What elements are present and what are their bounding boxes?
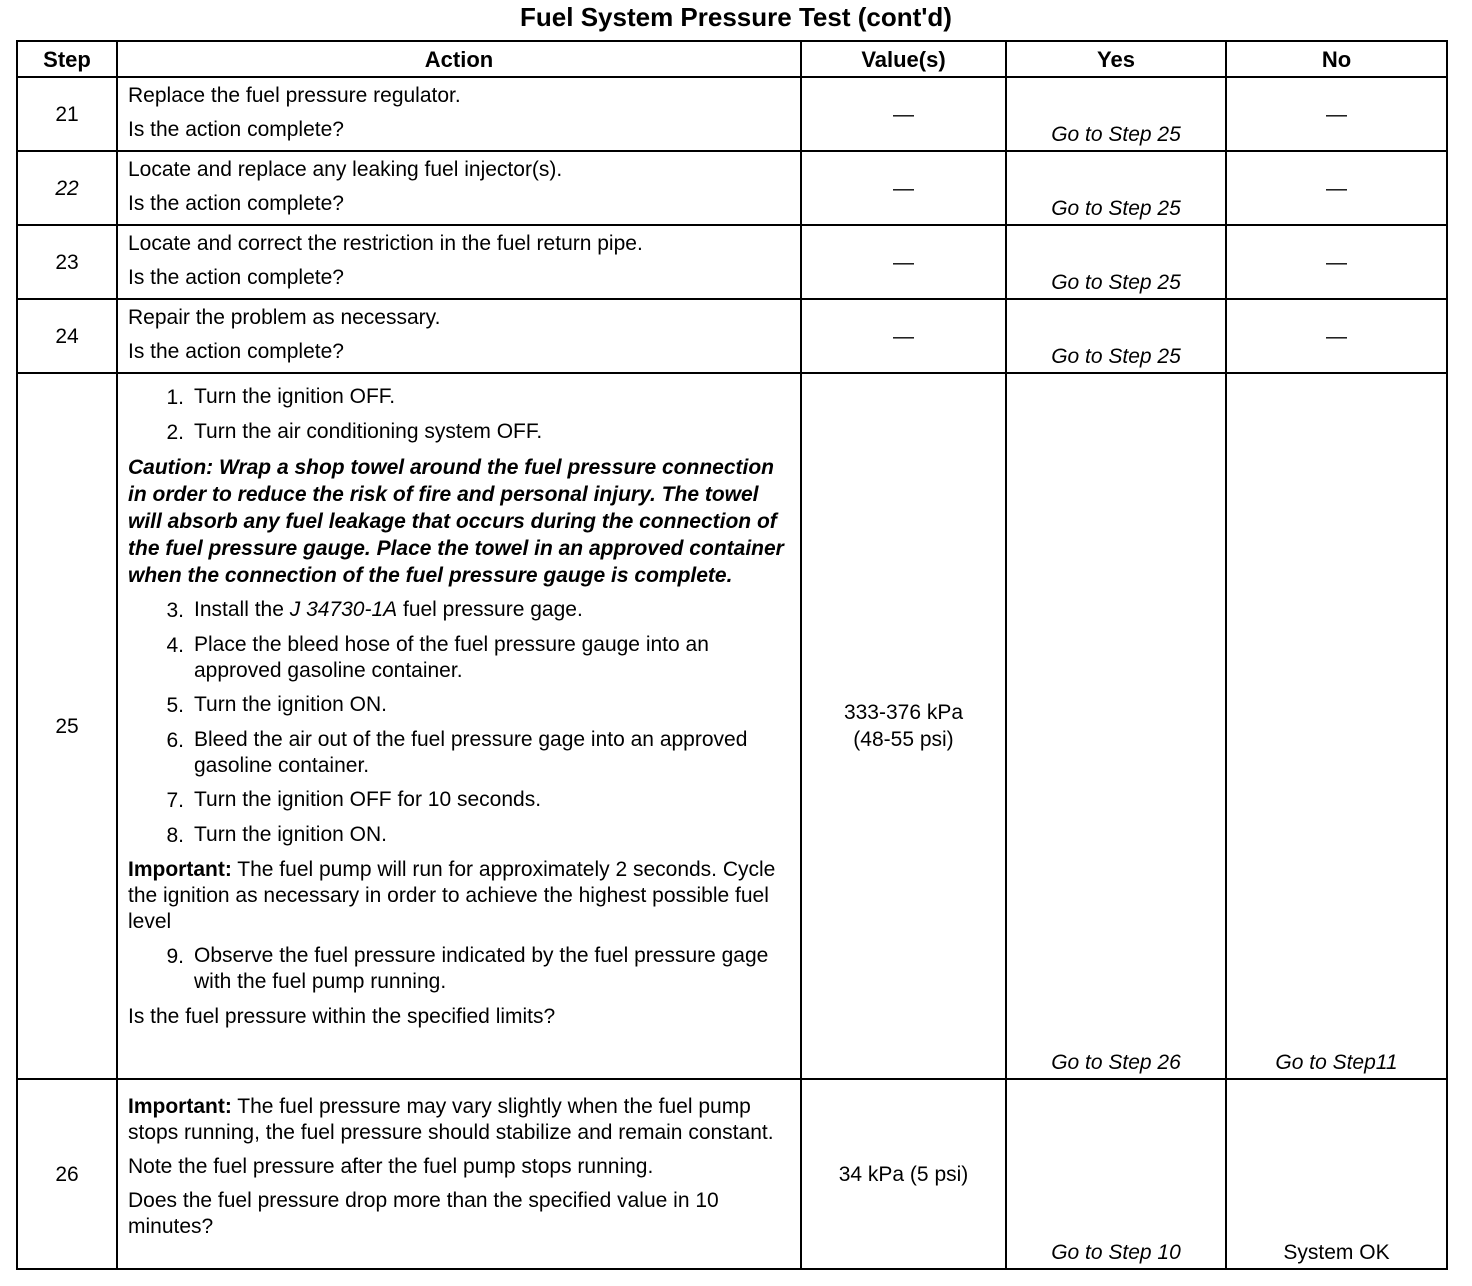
table-row-step-25 [17, 373, 1447, 1079]
list-item: 5. Turn the ignition ON. [166, 693, 387, 717]
no-cell [1226, 1079, 1447, 1269]
action-cell [117, 373, 801, 1079]
header-step: Step [17, 41, 117, 77]
list-item: 8. Turn the ignition ON. [166, 823, 387, 847]
action-question: Is the action complete? [128, 118, 344, 141]
value-cell [801, 373, 1006, 1079]
no-cell: — [1226, 225, 1447, 299]
yes-cell [1006, 77, 1226, 151]
step-number: 22 [17, 151, 117, 225]
step-number: 25 [17, 373, 117, 1079]
table-row [17, 299, 1447, 373]
yes-link: Go to Step 26 [1051, 1051, 1181, 1074]
action-cell [117, 299, 801, 373]
tool-number: J 34730-1A [289, 598, 398, 621]
no-result: System OK [1283, 1241, 1390, 1264]
action-line: Replace the fuel pressure regulator. [128, 84, 461, 107]
yes-cell [1006, 151, 1226, 225]
action-question: Is the fuel pressure within the specified limits? [128, 1005, 556, 1028]
yes-cell [1006, 299, 1226, 373]
no-cell [1226, 373, 1447, 1079]
header-no: No [1226, 41, 1447, 77]
list-item: 3. Install the J 34730-1A fuel pressure gage. [166, 598, 583, 622]
action-cell [117, 151, 801, 225]
caution-note: Caution: Wrap a shop towel around the fuel pressure connection in order to reduce the risk of fire and personal injury. The towel will absorb any fuel leakage that occurs during the connection of the fuel pressure gauge. Place the towel in an approved container when the connection of the fuel pressure gauge is complete. [128, 456, 784, 587]
action-question: Does the fuel pressure drop more than the specified value in 10 minutes? [128, 1189, 719, 1238]
yes-link: Go to Step 25 [1051, 123, 1181, 146]
action-cell [117, 225, 801, 299]
step-number: 23 [17, 225, 117, 299]
action-question: Is the action complete? [128, 192, 344, 215]
header-values: Value(s) [801, 41, 1006, 77]
value-cell: — [801, 77, 1006, 151]
important-note: Important: The fuel pressure may vary slightly when the fuel pump stops running, the fuel pressure should stabilize and remain constant. [128, 1095, 774, 1144]
no-cell: — [1226, 299, 1447, 373]
no-link: Go to Step11 [1275, 1051, 1398, 1074]
action-question: Is the action complete? [128, 266, 344, 289]
list-item: 7. Turn the ignition OFF for 10 seconds. [166, 788, 542, 812]
header-yes: Yes [1006, 41, 1226, 77]
list-item: 9. Observe the fuel pressure indicated by the fuel pressure gage with the fuel pump running. [166, 944, 769, 993]
no-cell: — [1226, 151, 1447, 225]
no-cell: — [1226, 77, 1447, 151]
yes-cell [1006, 1079, 1226, 1269]
header-action: Action [117, 41, 801, 77]
yes-link: Go to Step 25 [1051, 197, 1181, 220]
value-cell: — [801, 225, 1006, 299]
step-number: 21 [17, 77, 117, 151]
value-psi: (48-55 psi) [853, 728, 954, 751]
list-item: 2. Turn the air conditioning system OFF. [166, 420, 543, 444]
important-note: Important: The fuel pump will run for approximately 2 seconds. Cycle the ignition as necessary in order to achieve the highest possible fuel level [128, 858, 776, 933]
action-line: Locate and replace any leaking fuel injector(s). [128, 158, 563, 181]
yes-link: Go to Step 10 [1051, 1241, 1181, 1264]
list-item: 4. Place the bleed hose of the fuel pressure gauge into an approved gasoline container. [166, 633, 709, 682]
yes-link: Go to Step 25 [1051, 345, 1181, 368]
header-row [17, 41, 1447, 77]
value-kpa: 333-376 kPa [843, 701, 964, 724]
pressure-test-table [16, 40, 1448, 1270]
note-text: Note the fuel pressure after the fuel pump stops running. [128, 1155, 654, 1178]
table-row [17, 225, 1447, 299]
table-row [17, 77, 1447, 151]
step-number: 24 [17, 299, 117, 373]
step-number: 26 [17, 1079, 117, 1269]
yes-link: Go to Step 25 [1051, 271, 1181, 294]
value-cell: 34 kPa (5 psi) [801, 1079, 1006, 1269]
list-item: 1. Turn the ignition OFF. [166, 385, 396, 409]
action-cell [117, 1079, 801, 1269]
table-row [17, 151, 1447, 225]
list-item: 6. Bleed the air out of the fuel pressure gage into an approved gasoline container. [166, 728, 748, 777]
action-cell [117, 77, 801, 151]
value-cell: — [801, 299, 1006, 373]
page-title: Fuel System Pressure Test (cont'd) [520, 2, 952, 32]
value-cell: — [801, 151, 1006, 225]
yes-cell [1006, 373, 1226, 1079]
action-line: Repair the problem as necessary. [128, 306, 441, 329]
action-question: Is the action complete? [128, 340, 344, 363]
yes-cell [1006, 225, 1226, 299]
table-row-step-26 [17, 1079, 1447, 1269]
action-line: Locate and correct the restriction in the fuel return pipe. [128, 232, 643, 255]
